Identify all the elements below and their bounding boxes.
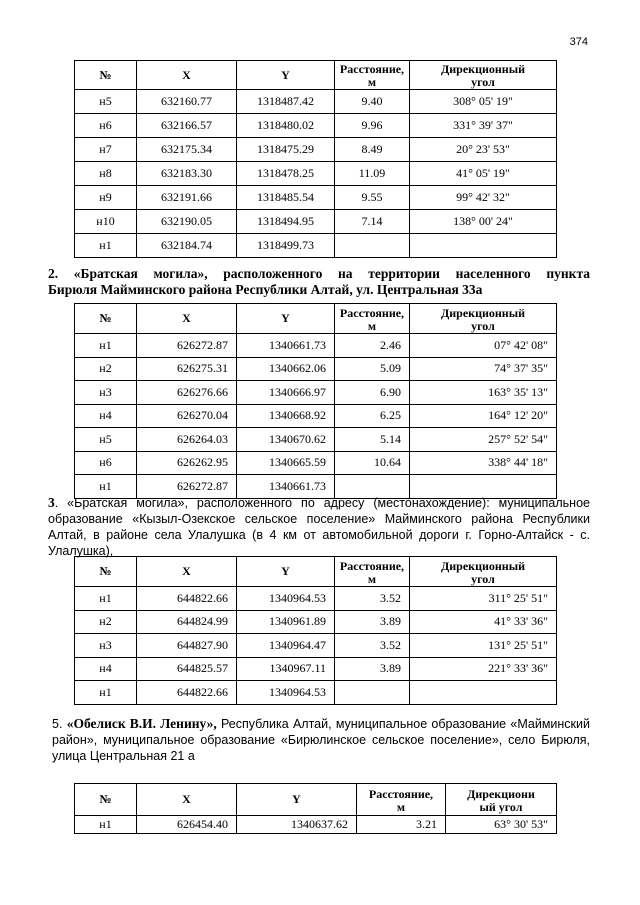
table-row — [75, 657, 557, 681]
x-coordinate-cell: 632160.77 — [137, 90, 237, 114]
table-row — [75, 428, 557, 452]
x-coordinate-cell: 626264.03 — [137, 428, 237, 452]
section-3-number: 3 — [48, 495, 55, 510]
distance-cell: 3.89 — [335, 610, 410, 634]
section-5-number: 5. — [52, 717, 63, 731]
table-row — [75, 587, 557, 611]
table-row — [75, 381, 557, 405]
header-distance: Расстояние, м — [335, 304, 410, 334]
header-direction-angle: Дирекционный угол — [410, 61, 557, 90]
y-coordinate-cell: 1318499.73 — [237, 234, 335, 258]
direction-angle-cell: 331° 39' 37" — [410, 114, 557, 138]
y-coordinate-cell: 1340961.89 — [237, 610, 335, 634]
y-coordinate-cell: 1340670.62 — [237, 428, 335, 452]
direction-angle-cell: 138° 00' 24" — [410, 210, 557, 234]
header-direction-angle: Дирекционный угол — [410, 557, 557, 587]
point-id-cell: н10 — [75, 210, 137, 234]
header-number: № — [75, 61, 137, 90]
header-number: № — [75, 784, 137, 816]
direction-angle-cell: 41° 33' 36" — [410, 610, 557, 634]
y-coordinate-cell: 1340964.53 — [237, 587, 335, 611]
point-id-cell: н4 — [75, 657, 137, 681]
header-distance: Расстояние, м — [335, 557, 410, 587]
section-2-line-1: 2. «Братская могила», расположенного на территории населенного пункта — [48, 266, 590, 281]
x-coordinate-cell: 626272.87 — [137, 475, 237, 499]
distance-cell: 8.49 — [335, 138, 410, 162]
point-id-cell: н5 — [75, 428, 137, 452]
point-id-cell: н1 — [75, 234, 137, 258]
section-5-text: Республика Алтай, муниципальное образование «Майминский район», муниципальное образование «Бирюлинское сельское поселение», село Бирюля, улица Центральная 21 а — [52, 717, 590, 763]
table-row — [75, 114, 557, 138]
table-row — [75, 357, 557, 381]
table-row — [75, 234, 557, 258]
direction-angle-cell — [410, 681, 557, 705]
direction-angle-cell: 311° 25' 51" — [410, 587, 557, 611]
point-id-cell: н7 — [75, 138, 137, 162]
x-coordinate-cell: 632184.74 — [137, 234, 237, 258]
y-coordinate-cell: 1318480.02 — [237, 114, 335, 138]
point-id-cell: н3 — [75, 634, 137, 658]
distance-cell: 11.09 — [335, 162, 410, 186]
distance-cell: 3.89 — [335, 657, 410, 681]
direction-angle-cell: 20° 23' 53" — [410, 138, 557, 162]
x-coordinate-cell: 644824.99 — [137, 610, 237, 634]
direction-angle-cell: 41° 05' 19" — [410, 162, 557, 186]
table-row — [75, 90, 557, 114]
x-coordinate-cell: 644822.66 — [137, 681, 237, 705]
header-direction-angle: Дирекциони ый угол — [446, 784, 557, 816]
header-x: X — [137, 304, 237, 334]
y-coordinate-cell: 1340661.73 — [237, 334, 335, 358]
header-distance: Расстояние, м — [357, 784, 446, 816]
header-x: X — [137, 61, 237, 90]
point-id-cell: н6 — [75, 114, 137, 138]
section-3-text: . «Братская могила», расположенного по адресу (местонахождение): муниципальное образование «Кызыл-Озекское сельское поселение» Майминского района Республики Алтай, в районе села Улалушка (в 4 км от автомобильной дороги г. Горно-Алтайск - с. Улалушка), — [48, 496, 590, 558]
section-2-heading — [48, 266, 590, 298]
point-id-cell: н2 — [75, 610, 137, 634]
distance-cell: 9.96 — [335, 114, 410, 138]
section-5-paragraph — [52, 716, 590, 764]
distance-cell: 2.46 — [335, 334, 410, 358]
direction-angle-cell: 221° 33' 36" — [410, 657, 557, 681]
direction-angle-cell: 131° 25' 51" — [410, 634, 557, 658]
point-id-cell: н1 — [75, 587, 137, 611]
x-coordinate-cell: 626454.40 — [137, 816, 237, 834]
header-y: Y — [237, 61, 335, 90]
section-5-title: «Обелиск В.И. Ленину», — [66, 716, 217, 731]
direction-angle-cell: 308° 05' 19" — [410, 90, 557, 114]
coordinates-table-3 — [74, 556, 557, 705]
distance-cell: 6.25 — [335, 404, 410, 428]
y-coordinate-cell: 1340967.11 — [237, 657, 335, 681]
y-coordinate-cell: 1340964.53 — [237, 681, 335, 705]
header-y: Y — [237, 304, 335, 334]
distance-cell: 3.52 — [335, 587, 410, 611]
table-row — [75, 334, 557, 358]
coordinates-table-4 — [74, 783, 557, 834]
distance-cell: 9.40 — [335, 90, 410, 114]
point-id-cell: н8 — [75, 162, 137, 186]
y-coordinate-cell: 1318478.25 — [237, 162, 335, 186]
distance-cell: 5.14 — [335, 428, 410, 452]
y-coordinate-cell: 1340964.47 — [237, 634, 335, 658]
x-coordinate-cell: 632191.66 — [137, 186, 237, 210]
point-id-cell: н5 — [75, 90, 137, 114]
table-row — [75, 210, 557, 234]
direction-angle-cell — [410, 234, 557, 258]
header-distance: Расстояние, м — [335, 61, 410, 90]
distance-cell — [335, 234, 410, 258]
point-id-cell: н1 — [75, 475, 137, 499]
direction-angle-cell: 163° 35' 13" — [410, 381, 557, 405]
point-id-cell: н3 — [75, 381, 137, 405]
point-id-cell: н9 — [75, 186, 137, 210]
table-row — [75, 816, 557, 834]
y-coordinate-cell: 1318485.54 — [237, 186, 335, 210]
table-row — [75, 610, 557, 634]
y-coordinate-cell: 1340668.92 — [237, 404, 335, 428]
y-coordinate-cell: 1318475.29 — [237, 138, 335, 162]
y-coordinate-cell: 1340666.97 — [237, 381, 335, 405]
x-coordinate-cell: 626276.66 — [137, 381, 237, 405]
distance-cell: 5.09 — [335, 357, 410, 381]
table-row — [75, 451, 557, 475]
distance-cell: 7.14 — [335, 210, 410, 234]
page-number: 374 — [569, 36, 588, 48]
point-id-cell: н6 — [75, 451, 137, 475]
header-x: X — [137, 557, 237, 587]
table-row — [75, 404, 557, 428]
x-coordinate-cell: 632190.05 — [137, 210, 237, 234]
header-number: № — [75, 304, 137, 334]
x-coordinate-cell: 626275.31 — [137, 357, 237, 381]
coordinates-table-2 — [74, 303, 557, 499]
header-y: Y — [237, 784, 357, 816]
header-direction-angle: Дирекционный угол — [410, 304, 557, 334]
point-id-cell: н4 — [75, 404, 137, 428]
direction-angle-cell: 99° 42' 32" — [410, 186, 557, 210]
distance-cell — [335, 681, 410, 705]
table-row — [75, 162, 557, 186]
x-coordinate-cell: 632175.34 — [137, 138, 237, 162]
point-id-cell: н1 — [75, 681, 137, 705]
table-row — [75, 138, 557, 162]
x-coordinate-cell: 644825.57 — [137, 657, 237, 681]
x-coordinate-cell: 644827.90 — [137, 634, 237, 658]
direction-angle-cell: 07° 42' 08" — [410, 334, 557, 358]
table-row — [75, 681, 557, 705]
header-y: Y — [237, 557, 335, 587]
x-coordinate-cell: 626272.87 — [137, 334, 237, 358]
direction-angle-cell: 164° 12' 20" — [410, 404, 557, 428]
x-coordinate-cell: 626262.95 — [137, 451, 237, 475]
y-coordinate-cell: 1340662.06 — [237, 357, 335, 381]
point-id-cell: н2 — [75, 357, 137, 381]
table-row — [75, 634, 557, 658]
direction-angle-cell: 338° 44' 18" — [410, 451, 557, 475]
y-coordinate-cell: 1340661.73 — [237, 475, 335, 499]
table-row — [75, 186, 557, 210]
y-coordinate-cell: 1340637.62 — [237, 816, 357, 834]
direction-angle-cell: 74° 37' 35" — [410, 357, 557, 381]
x-coordinate-cell: 632183.30 — [137, 162, 237, 186]
distance-cell: 3.52 — [335, 634, 410, 658]
x-coordinate-cell: 632166.57 — [137, 114, 237, 138]
section-3-paragraph — [48, 495, 590, 559]
x-coordinate-cell: 626270.04 — [137, 404, 237, 428]
coordinates-table-1 — [74, 60, 557, 258]
direction-angle-cell: 63° 30' 53" — [446, 816, 557, 834]
point-id-cell: н1 — [75, 334, 137, 358]
distance-cell: 6.90 — [335, 381, 410, 405]
section-2-line-2: Бирюля Майминского района Республики Алтай, ул. Центральная 33а — [48, 282, 483, 297]
distance-cell: 3.21 — [357, 816, 446, 834]
y-coordinate-cell: 1318494.95 — [237, 210, 335, 234]
distance-cell: 10.64 — [335, 451, 410, 475]
direction-angle-cell: 257° 52' 54" — [410, 428, 557, 452]
distance-cell: 9.55 — [335, 186, 410, 210]
point-id-cell: н1 — [75, 816, 137, 834]
header-x: X — [137, 784, 237, 816]
x-coordinate-cell: 644822.66 — [137, 587, 237, 611]
y-coordinate-cell: 1340665.59 — [237, 451, 335, 475]
header-number: № — [75, 557, 137, 587]
y-coordinate-cell: 1318487.42 — [237, 90, 335, 114]
